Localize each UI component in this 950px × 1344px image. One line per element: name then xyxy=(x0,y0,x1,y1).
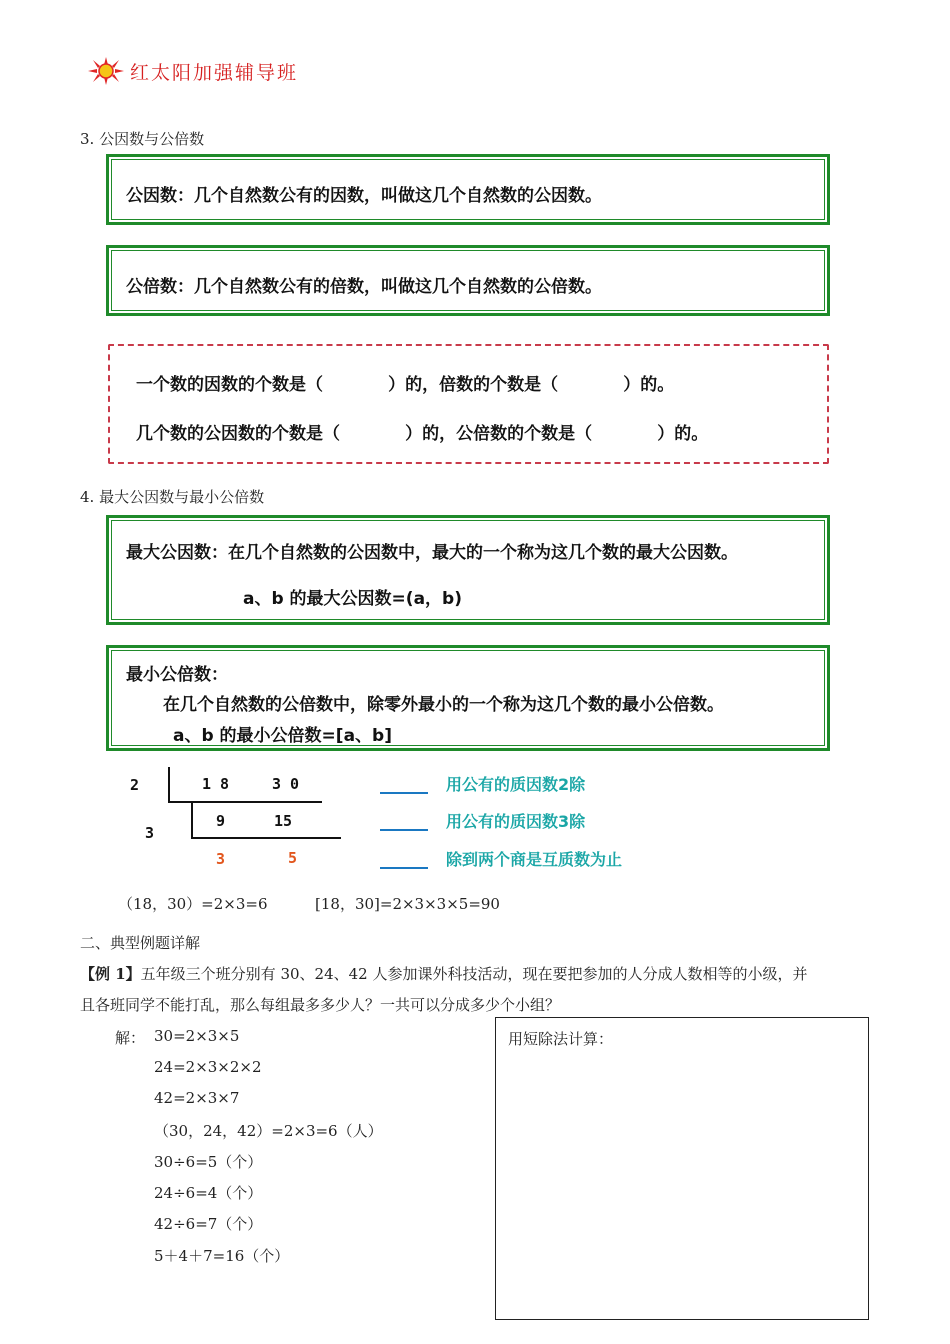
section-4-heading: 4. 最大公因数与最小公倍数 xyxy=(80,488,265,506)
division-bracket-horizontal-2 xyxy=(191,837,341,839)
section-3-heading: 3. 公因数与公倍数 xyxy=(80,130,205,148)
division-bracket-vertical-2 xyxy=(191,803,193,839)
lcm-formula: a、b 的最小公倍数=[a、b] xyxy=(173,726,392,746)
common-factor-definition: 公因数：几个自然数公有的因数，叫做这几个自然数的公因数。 xyxy=(126,186,602,206)
solution-step-5: 30÷6=5（个） xyxy=(154,1153,263,1171)
division-note-2: 用公有的质因数3除 xyxy=(380,809,585,832)
lcm-definition: 在几个自然数的公倍数中，除零外最小的一个称为这几个数的最小公倍数。 xyxy=(163,695,724,715)
dividend-30: 3 0 xyxy=(272,775,300,793)
gcd-formula: a、b 的最大公因数=(a，b) xyxy=(243,589,462,609)
solution-step-3: 42=2×3×7 xyxy=(154,1089,240,1107)
divisor-3: 3 xyxy=(145,824,155,842)
example-1-line-2: 且各班同学不能打乱，那么每组最多多少人？一共可以分成多少个小组？ xyxy=(80,996,561,1014)
quotient-15: 15 xyxy=(274,812,293,830)
quotient-9: 9 xyxy=(216,812,226,830)
note-1-line xyxy=(380,778,428,794)
fill-in-box xyxy=(108,344,829,464)
short-division-work-box xyxy=(495,1017,869,1320)
lcm-box xyxy=(106,645,830,751)
lcm-title: 最小公倍数： xyxy=(126,665,228,685)
solution-step-7: 42÷6=7（个） xyxy=(154,1215,263,1233)
note-2-line xyxy=(380,815,428,831)
sun-logo-icon xyxy=(88,57,124,85)
divisor-2: 2 xyxy=(130,776,140,794)
lcm-result: [18，30]=2×3×3×5=90 xyxy=(315,895,500,913)
division-bracket-vertical-1 xyxy=(168,767,170,803)
solution-step-4: （30，24，42）=2×3=6（人） xyxy=(154,1122,383,1140)
solution-label: 解： xyxy=(115,1029,146,1047)
work-box-label: 用短除法计算： xyxy=(508,1030,614,1048)
gcd-result: （18，30）=2×3=6 xyxy=(118,895,268,913)
solution-step-1: 30=2×3×5 xyxy=(154,1027,240,1045)
fill-in-line-2: 几个数的公因数的个数是（ ）的，公倍数的个数是（ ）的。 xyxy=(136,424,709,444)
common-multiple-definition: 公倍数：几个自然数公有的倍数，叫做这几个自然数的公倍数。 xyxy=(126,277,602,297)
division-note-3: 除到两个商是互质数为止 xyxy=(380,847,622,870)
common-factor-box xyxy=(106,154,830,225)
gcd-box xyxy=(106,515,830,625)
quotient-3: 3 xyxy=(216,850,226,868)
dividend-18: 1 8 xyxy=(202,775,230,793)
logo-text: 红太阳加强辅导班 xyxy=(130,61,299,84)
solution-step-6: 24÷6=4（个） xyxy=(154,1184,263,1202)
gcd-definition: 最大公因数：在几个自然数的公因数中，最大的一个称为这几个数的最大公因数。 xyxy=(126,543,738,563)
solution-step-8: 5＋4＋7=16（个） xyxy=(154,1247,290,1265)
note-3-line xyxy=(380,853,428,869)
examples-heading: 二、典型例题详解 xyxy=(80,934,201,952)
common-multiple-box xyxy=(106,245,830,316)
division-note-1: 用公有的质因数2除 xyxy=(380,772,585,795)
example-1-line-1: 【例 1】五年级三个班分别有 30、24、42 人参加课外科技活动，现在要把参加的人分成人数相等的小级，并 xyxy=(80,965,808,983)
quotient-5: 5 xyxy=(288,849,298,867)
logo xyxy=(88,56,298,86)
solution-step-2: 24=2×3×2×2 xyxy=(154,1058,262,1076)
fill-in-line-1: 一个数的因数的个数是（ ）的，倍数的个数是（ ）的。 xyxy=(136,375,675,395)
